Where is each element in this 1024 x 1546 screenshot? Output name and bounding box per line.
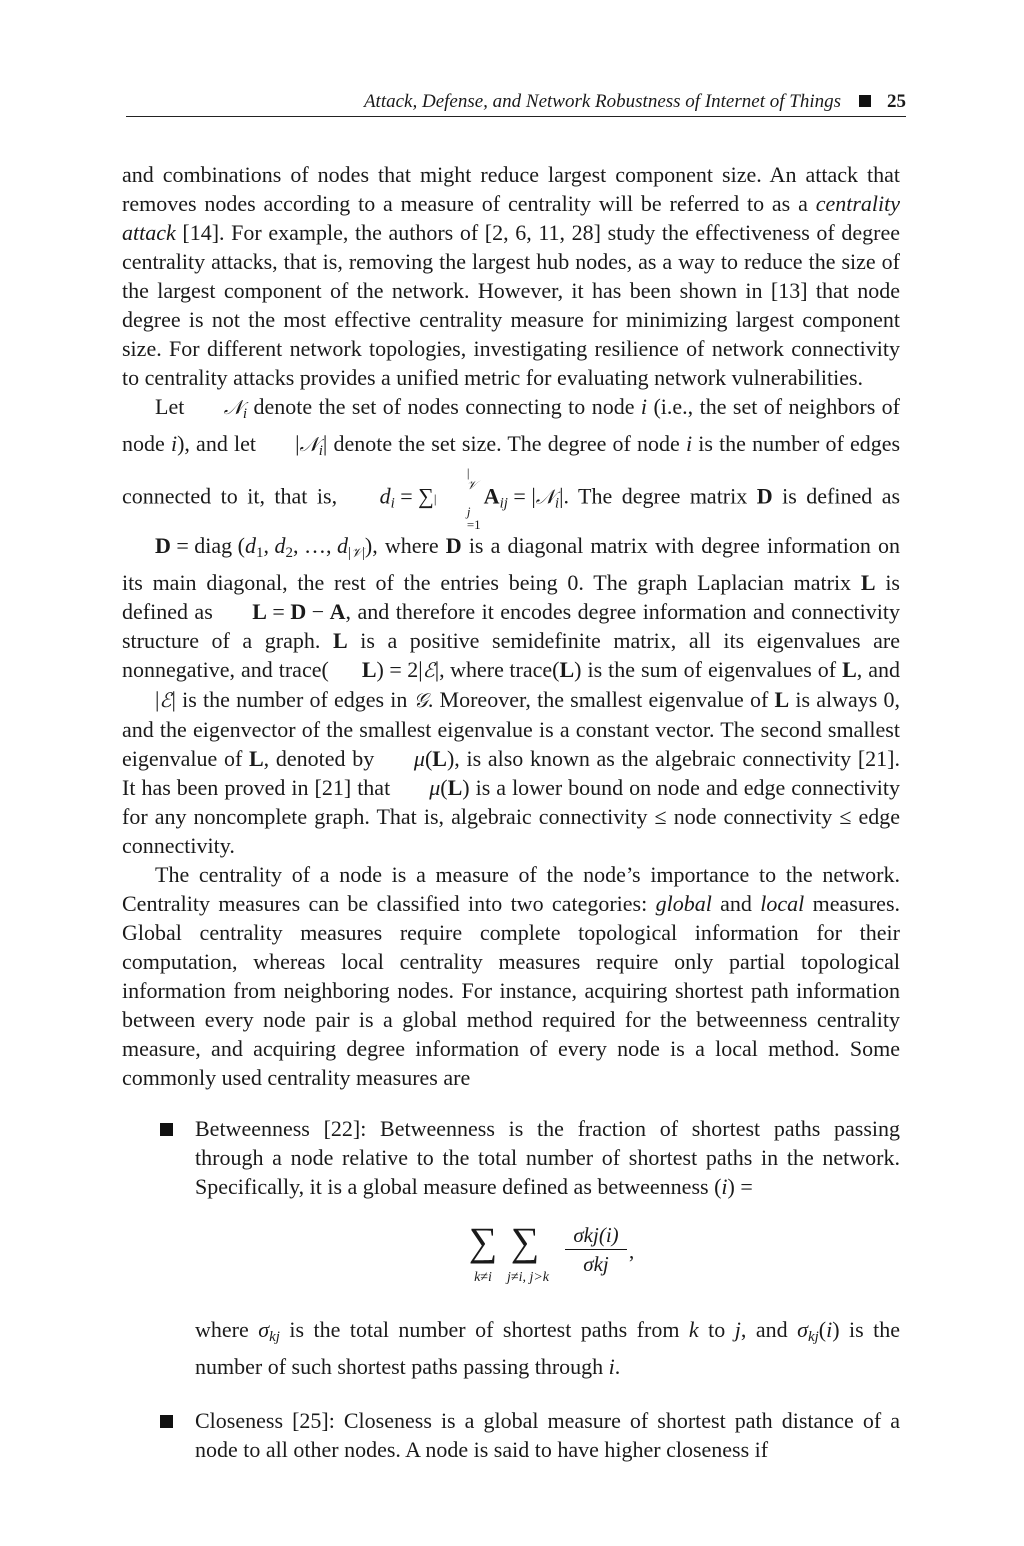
fraction [565,1223,627,1278]
body-text [122,160,900,1489]
square-bullet-icon [859,95,871,107]
header-title: Attack, Defense, and Network Robustness of Internet of Things [363,91,841,112]
p2-s9: , where [372,533,439,558]
term-betweenness: Betweenness [195,1116,310,1141]
sum-outer-limit: k≠i [474,1270,492,1285]
math-abs-E: |ℰ| [155,687,176,712]
p1-emphasis: centrality attack [122,191,900,245]
p2-s2: denote the set of nodes connecting to node [253,394,635,419]
after-text-e: is the number of such shortest paths passing through [195,1317,901,1379]
sum-inner-limit: j≠i, j>k [507,1270,550,1285]
p2-s19: , denoted by [263,746,375,771]
after-text-b: is the total number of shortest paths from [289,1317,680,1342]
p2-s5: denote the set size. The degree of node [333,431,680,456]
after-and: , and [740,1317,788,1342]
p1-text-c: [14]. For example, the authors of [2, 6, 11, 28] study the effectiveness of degree centrality attacks, that is, removing the largest hub nodes, as a way to reduce the size of the largest component of the network. However, it has been shown in [13] that node degree is not the most effective centrality measure for minimizing largest component size. For different network topologies, investigating resilience of network connectivity to centrality attacks provides a unified metric for evaluating network vulnerabilities. [122,220,900,390]
closeness-text: [25]: Closeness is a global measure of shortest path distance of a node to all other nodes. A node is said to have higher closeness if [195,1408,900,1462]
math-Ni: 𝒩$_i$ [223,395,248,422]
sum-symbol-outer: ∑ k≠i [465,1223,501,1292]
p2-s6: is the number of edges connected to it, that is, [122,431,901,509]
math-trace: L) = 2|ℰ|, where trace(L) [361,657,582,682]
p3-text-a: The centrality of a node is a measure of the node’s importance to the network. Centrality measures can be classified into two categories: [122,862,900,916]
math-G: 𝒢 [413,688,428,712]
term-closeness: Closeness [195,1408,283,1433]
p2-s18: is always 0, and the eigenvector of the smallest eigenvalue is a constant vector. The second smallest eigenvalue of [122,687,901,771]
p3-local: local [760,891,805,916]
paragraph-3 [122,860,900,1092]
p1-text-a: and combinations of nodes that might reduce largest component size. An attack that removes nodes according to a measure of centrality will be referred to as a [122,162,900,216]
p2-s8: is defined as [782,483,901,509]
math-mu-L-2: μ(L) [429,775,470,800]
after-to: to [708,1317,726,1342]
centrality-list [122,1114,900,1464]
p2-s3: (i.e., the set of neighbors of node [122,394,900,456]
betweenness-text: [22]: Betweenness is the fraction of shortest paths passing through a node relative to the total number of shortest paths in the network. Specifically, it is a global measure defined as betweenness [195,1116,901,1199]
p2-s11: is defined as [122,570,900,624]
p2-s4: ), and let [177,431,256,456]
p2-s20: , is also known as the algebraic connectivity [21]. It has been proved in [21] that [122,746,900,800]
p2-s13: is a positive semidefinite matrix, all its eigenvalues are nonnegative, and trace( [122,628,901,682]
math-sigma-kj-i: $\sigma_{kj}(i)$ [797,1317,840,1345]
math-laplacian: L = D − A [252,599,346,624]
p2-s16: is the number of edges in [182,687,408,712]
p3-and: and [720,891,752,916]
p2-s12: , and therefore it encodes degree information and connectivity structure of a graph. [122,599,900,653]
math-degree-def: $d_i$ = ∑ | 𝒱 | j =1 $A_{ij}$ = |𝒩$_i$| [379,465,564,532]
p2-s21: is a lower bound on node and edge connectivity for any noncomplete graph. That is, algebraic connectivity ≤ node connectivity ≤ edge connectivity. [122,775,901,858]
after-where: where [195,1317,249,1342]
page-number: 25 [887,91,906,112]
p2-s14: is the sum of eigenvalues of [587,657,837,682]
square-bullet-icon [160,1123,173,1136]
paragraph-2: Let 𝒩$_i$ denote the set of nodes connecting to node i (i.e., the set of neighbors of node i), and let |𝒩$_i$| denote the set size. The degree of node i is the number of edges connected to it, that is, $d_i$ = ∑ | 𝒱 | j =1 $A_{ij}$ = |𝒩$_i$|. The degree matrix D is defined as D = diag ($d_1$, $d_2$, …, $d_{|𝒱|}$), where D is a diagonal matrix with degree information on its main diagonal, the rest of the entries being 0. The graph Laplacian matrix L is defined as L = D − A, and therefore it encodes degree information and connectivity structure of a graph. L is a positive semidefinite matrix, all its eigenvalues are nonnegative, and trace( L) = 2|ℰ|, where trace(L) is the sum of eigenvalues of L, and |ℰ| is the number of edges in 𝒢. Moreover, the smallest eigenvalue of L is always 0, and the eigenvector of the smallest eigenvalue is a constant vector. The second smallest eigenvalue of L, denoted by μ(L), is also known as the algebraic connectivity [21]. It has been proved in [21] that μ(L) is a lower bound on node and edge connectivity for any noncomplete graph. That is, algebraic connectivity ≤ node connectivity ≤ edge connectivity. [122,394,901,858]
p3-global: global [655,891,712,916]
p2-s10: is a diagonal matrix with degree information on its main diagonal, the rest of the entries being 0. The graph Laplacian matrix [122,533,901,595]
math-sigma-kj: $\sigma_{kj}$ [258,1317,280,1345]
p2-s17: . Moreover, the smallest eigenvalue of [427,687,769,712]
list-item-betweenness: Betweenness [22]: Betweenness is the fraction of shortest paths passing through a node relative to the total number of shortest paths in the network. Specifically, it is a global measure defined as betweenness (i) = ∑ k≠i ∑ j≠i, j>k σkj(i) σkj , where $\sigma_{kj}$ is the total number of shortest paths from k to j, and $\sigma_{kj}(i)$ is the number of such shortest paths passing through i. [122,1114,900,1381]
square-bullet-icon [160,1415,173,1428]
p3-text-e: measures. Global centrality measures require complete topological information for their computation, whereas local centrality measures require only partial topological information from neighboring nodes. For instance, acquiring shortest path information between every node pair is a global method required for the betweenness centrality measure, and acquiring degree information of every node is a local method. Some commonly used centrality measures are [122,891,901,1090]
sum-symbol-inner: ∑ j≠i, j>k [507,1223,543,1292]
math-abs-Ni: |𝒩$_i$| [295,431,328,459]
math-D-diag: D = diag ($d_1$, $d_2$, …, $d_{|𝒱|}$) [155,533,373,561]
math-mu-L: μ(L) [413,746,455,771]
list-item-closeness [122,1406,900,1464]
p2-s15: , and [856,657,901,682]
p2-s7: . The degree matrix [563,483,748,509]
math-betweenness-i: (i) = [714,1174,753,1199]
betweenness-equation: ∑ k≠i ∑ j≠i, j>k σkj(i) σkj , [195,1217,900,1299]
paragraph-1 [122,160,900,392]
fraction-numerator: σkj(i) [565,1223,627,1250]
p2-s1: Let [155,394,185,419]
running-header [126,88,906,117]
fraction-denominator: σkj [583,1252,609,1276]
